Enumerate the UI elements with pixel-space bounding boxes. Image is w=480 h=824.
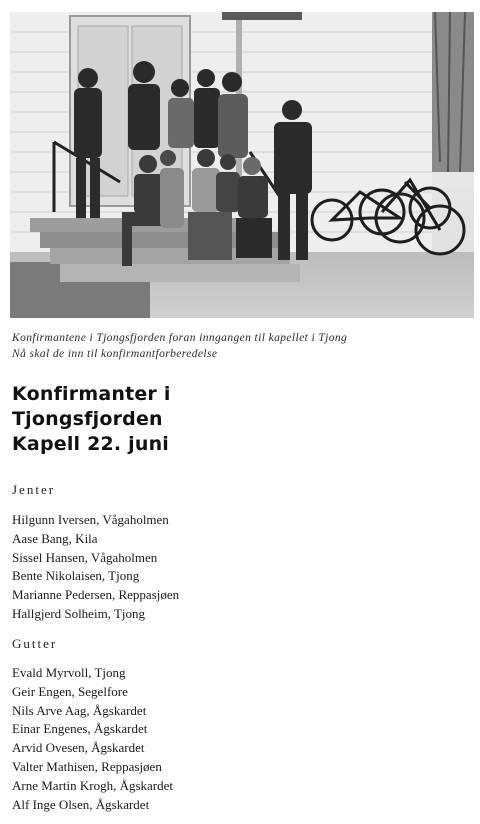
caption-line-1: Konfirmantene i Tjongsfjorden foran inngangen til kapellet i Tjong: [12, 332, 348, 344]
gutter-list: [12, 664, 173, 814]
list-item: Bente Nikolaisen, Tjong: [12, 568, 140, 584]
list-item: Arne Martin Krogh, Ågskardet: [12, 777, 174, 793]
group-photo-image: [10, 12, 474, 318]
list-item: Hilgunn Iversen, Vågaholmen: [12, 512, 169, 527]
list-item: Arvid Ovesen, Ågskardet: [12, 740, 145, 756]
list-item: Sissel Hansen, Vågaholmen: [12, 549, 158, 565]
headline-line-1: Konfirmanter i: [12, 383, 171, 405]
list-item: Alf Inge Olsen, Ågskardet: [12, 796, 150, 812]
group-photo: [10, 12, 474, 318]
list-item: Marianne Pedersen, Reppasjøen: [12, 587, 180, 603]
section-title-jenter: Jenter: [12, 482, 56, 497]
section-title-gutter: Gutter: [12, 636, 58, 651]
jenter-list: [12, 511, 179, 624]
list-item: Valter Mathisen, Reppasjøen: [12, 758, 162, 774]
list-item: Einar Engenes, Ågskardet: [12, 721, 148, 737]
list-item: Nils Arve Aag, Ågskardet: [12, 702, 147, 718]
headline-line-2: Tjongsfjorden: [12, 408, 163, 430]
photo-caption: [12, 330, 472, 362]
list-item: Evald Myrvoll, Tjong: [12, 665, 126, 680]
article-headline: [12, 382, 171, 457]
list-item: Geir Engen, Segelfore: [12, 683, 128, 699]
list-item: Hallgjerd Solheim, Tjong: [12, 605, 145, 621]
list-item: Aase Bang, Kila: [12, 530, 98, 546]
headline-line-3: Kapell 22. juni: [12, 433, 170, 455]
caption-line-2: Nå skal de inn til konfirmantforberedelse: [12, 348, 218, 360]
